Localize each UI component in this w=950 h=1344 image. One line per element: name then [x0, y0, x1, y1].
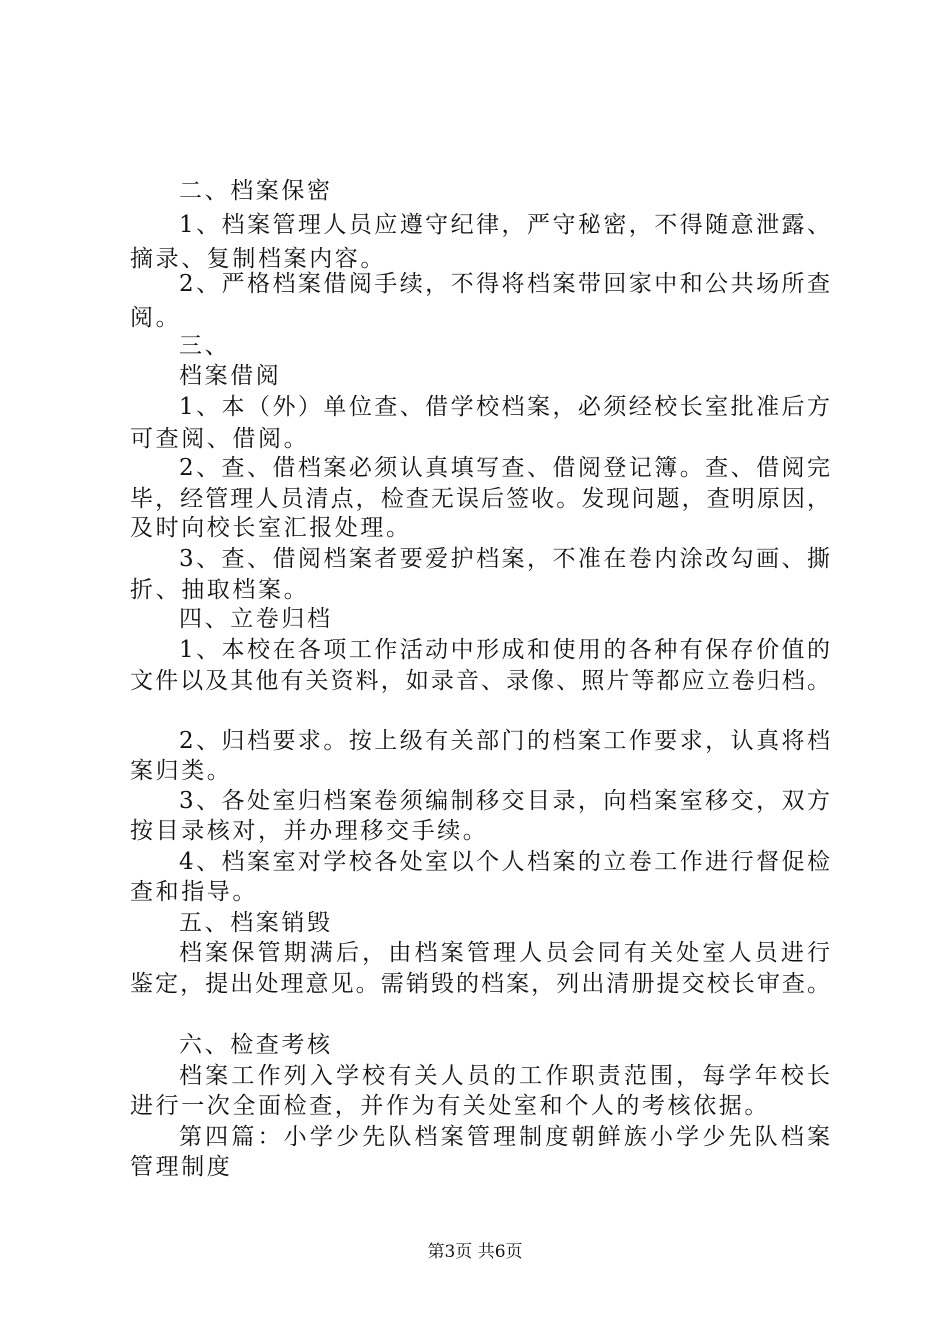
text-line: 2、归档要求。按上级有关部门的档案工作要求，认真将档 — [179, 728, 830, 754]
text-line: 案归类。 — [130, 758, 233, 784]
page-footer: 第3页 共6页 — [427, 1242, 523, 1262]
text-line: 第四篇：小学少先队档案管理制度朝鲜族小学少先队档案 — [179, 1124, 830, 1150]
section-heading-number: 三、 — [179, 333, 231, 359]
text-line: 3、各处室归档案卷须编制移交目录，向档案室移交，双方 — [179, 788, 830, 814]
text-line: 阅。 — [130, 305, 182, 331]
text-line: 查和指导。 — [130, 879, 258, 905]
section-heading-destruction: 五、档案销毁 — [179, 910, 333, 936]
text-line: 毕，经管理人员清点，检查无误后签收。发现问题，查明原因， — [130, 486, 830, 512]
text-line: 1、档案管理人员应遵守纪律，严守秘密，不得随意泄露、 — [179, 212, 830, 238]
text-line: 档案保管期满后，由档案管理人员会同有关处室人员进行 — [179, 940, 830, 966]
text-line: 按目录核对，并办理移交手续。 — [130, 818, 489, 844]
section-heading-inspection: 六、检查考核 — [179, 1032, 333, 1058]
section-heading-borrowing: 档案借阅 — [179, 363, 282, 389]
text-line: 4、档案室对学校各处室以个人档案的立卷工作进行督促检 — [179, 849, 830, 875]
text-line: 1、本（外）单位查、借学校档案，必须经校长室批准后方 — [179, 394, 830, 420]
text-line: 摘录、复制档案内容。 — [130, 246, 386, 272]
text-line: 文件以及其他有关资料，如录音、录像、照片等都应立卷归档。 — [130, 668, 830, 694]
text-line: 折、抽取档案。 — [130, 577, 310, 603]
text-line: 1、本校在各项工作活动中形成和使用的各种有保存价值的 — [179, 637, 830, 663]
text-line: 可查阅、借阅。 — [130, 426, 310, 452]
text-line: 及时向校长室汇报处理。 — [130, 515, 412, 541]
section-heading-confidentiality: 二、档案保密 — [179, 178, 333, 204]
text-line: 2、严格档案借阅手续，不得将档案带回家中和公共场所查 — [179, 271, 830, 297]
text-line: 鉴定，提出处理意见。需销毁的档案，列出清册提交校长审查。 — [130, 971, 830, 997]
text-line: 进行一次全面检查，并作为有关处室和个人的考核依据。 — [130, 1093, 770, 1119]
text-line: 档案工作列入学校有关人员的工作职责范围，每学年校长 — [179, 1063, 830, 1089]
text-line: 管理制度 — [130, 1154, 233, 1180]
section-heading-filing: 四、立卷归档 — [179, 606, 333, 632]
text-line: 2、查、借档案必须认真填写查、借阅登记簿。查、借阅完 — [179, 455, 830, 481]
text-line: 3、查、借阅档案者要爱护档案，不准在卷内涂改勾画、撕 — [179, 546, 830, 572]
